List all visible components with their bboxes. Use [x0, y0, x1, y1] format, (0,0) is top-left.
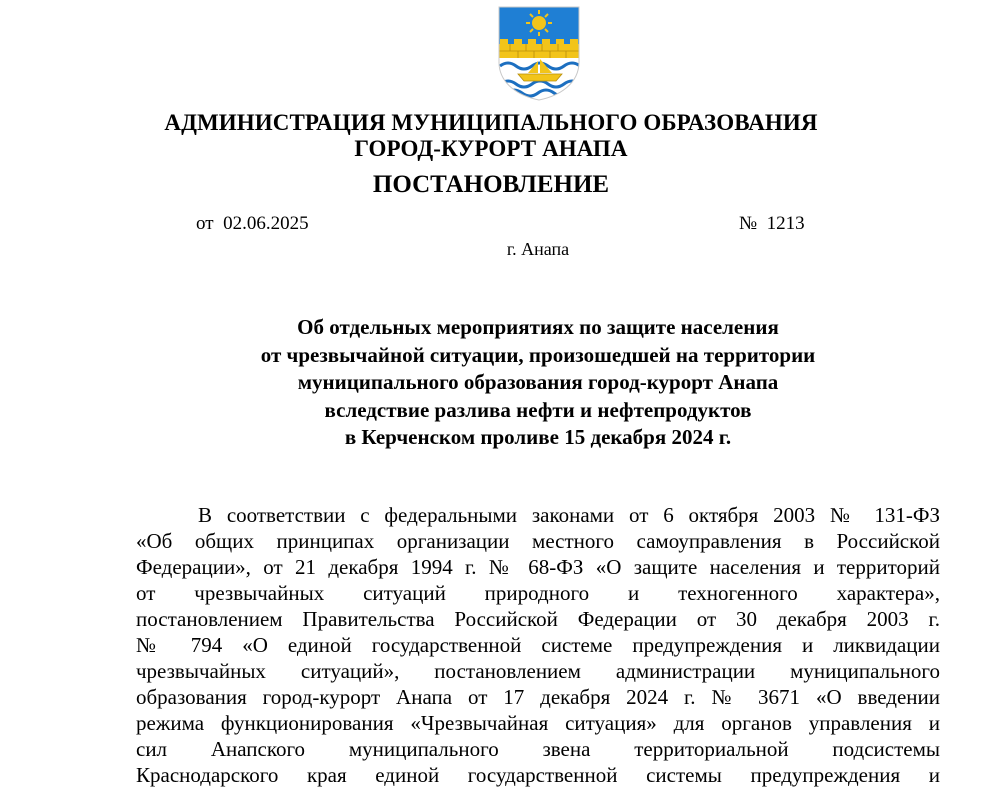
body-line: № 794 «О единой государственной системе предупреждения и ликвидации	[136, 633, 940, 657]
body-line: В соответствии с федеральными законами от 6 октября 2003 № 131-ФЗ	[198, 503, 940, 527]
body-line: режима функционирования «Чрезвычайная ситуация» для органов управления и	[136, 711, 940, 735]
body-line: «Об общих принципах организации местного самоуправления в Российской	[136, 529, 940, 553]
organization-name-line-1: АДМИНИСТРАЦИЯ МУНИЦИПАЛЬНОГО ОБРАЗОВАНИЯ	[164, 110, 818, 135]
body-line: Федерации», от 21 декабря 1994 г. № 68-ФЗ «О защите населения и территорий	[136, 555, 940, 579]
body-line: сил Анапского муниципального звена территориальной подсистемы	[136, 737, 940, 761]
document-date	[196, 212, 309, 236]
body-line: Краснодарского края единой государственной системы предупреждения и	[136, 763, 940, 787]
date-prefix: от	[196, 213, 214, 234]
document-subject	[0, 314, 982, 452]
document-number	[739, 212, 805, 236]
body-line: образования город-курорт Анапа от 17 декабря 2024 г. № 3671 «О введении	[136, 685, 940, 709]
organization-name	[0, 110, 982, 162]
body-line: от чрезвычайных ситуаций природного и техногенного характера»,	[136, 581, 940, 605]
body-line: чрезвычайных ситуаций», постановлением администрации муниципального	[136, 659, 940, 683]
body-line: постановлением Правительства Российской Федерации от 30 декабря 2003 г.	[136, 607, 940, 631]
subject-line: от чрезвычайной ситуации, произошедшей на территории	[260, 342, 816, 367]
coat-of-arms-emblem	[496, 4, 582, 102]
date-value: 02.06.2025	[223, 213, 309, 234]
subject-line: в Керченском проливе 15 декабря 2024 г.	[344, 425, 732, 449]
document-type-title: ПОСТАНОВЛЕНИЕ	[372, 171, 610, 198]
subject-line: Об отдельных мероприятиях по защите населения	[297, 315, 779, 339]
organization-name-line-2: ГОРОД-КУРОРТ АНАПА	[354, 136, 628, 161]
subject-line: вследствие разлива нефти и нефтепродуктов	[324, 397, 752, 422]
document-city: г. Анапа	[506, 239, 570, 259]
subject-line: муниципального образования город-курорт Анапа	[297, 370, 779, 394]
document-body	[136, 502, 940, 788]
number-prefix: №	[739, 213, 758, 234]
number-value: 1213	[766, 213, 805, 234]
